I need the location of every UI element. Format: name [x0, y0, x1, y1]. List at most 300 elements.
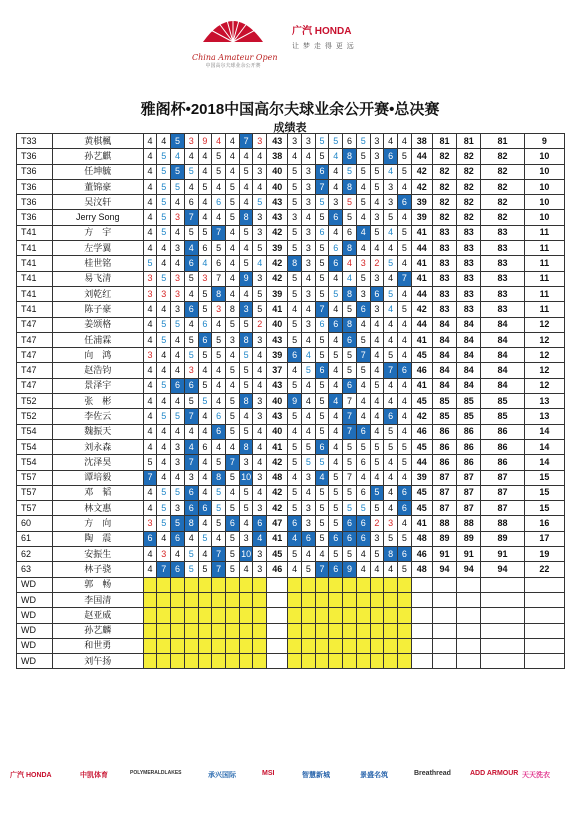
- hole-score-cell: 4: [301, 547, 315, 562]
- hole-score-cell: 4: [343, 256, 357, 271]
- total-cell: 82: [457, 210, 481, 225]
- hole-score-cell: 8: [239, 439, 253, 454]
- hole-score-cell: 5: [288, 378, 302, 393]
- empty-out-cell: [267, 654, 288, 669]
- hole-score-cell: 4: [226, 271, 240, 286]
- hole-score-cell: 6: [171, 562, 185, 577]
- hole-score-cell: 4: [157, 348, 171, 363]
- hole-score-cell: 3: [143, 348, 157, 363]
- hole-score-cell: 4: [384, 241, 398, 256]
- hole-score-cell: 4: [171, 332, 185, 347]
- hole-score-cell: 4: [356, 241, 370, 256]
- hole-score-cell: 8: [239, 332, 253, 347]
- position-cell: T41: [17, 302, 53, 317]
- final-total-cell: 86: [481, 424, 524, 439]
- hole-score-cell: 3: [301, 195, 315, 210]
- hole-score-cell: 3: [184, 134, 198, 149]
- hole-score-cell: 2: [370, 516, 384, 531]
- position-cell: WD: [17, 623, 53, 638]
- hole-score-cell: 4: [384, 485, 398, 500]
- position-cell: T36: [17, 149, 53, 164]
- hole-score-cell: 5: [239, 501, 253, 516]
- round-total-cell: 87: [432, 470, 456, 485]
- hole-score-cell: 5: [315, 241, 329, 256]
- hole-score-cell: 3: [143, 271, 157, 286]
- hole-score-cell: 4: [198, 516, 212, 531]
- hole-score-cell: 6: [143, 531, 157, 546]
- player-name-cell: 孙艺麒: [52, 149, 143, 164]
- hole-score-cell: 4: [143, 394, 157, 409]
- hole-score-cell: 4: [143, 195, 157, 210]
- hole-score-cell: 5: [384, 210, 398, 225]
- hole-score-cell: 5: [157, 501, 171, 516]
- rank-cell: 13: [524, 409, 564, 424]
- hole-score-cell: 4: [384, 164, 398, 179]
- hole-score-cell: 5: [239, 348, 253, 363]
- empty-hole-cell: [384, 592, 398, 607]
- rank-cell: 10: [524, 210, 564, 225]
- empty-hole-cell: [171, 608, 185, 623]
- table-row-wd: [17, 638, 565, 653]
- hole-score-cell: 4: [370, 424, 384, 439]
- hole-score-cell: 4: [239, 516, 253, 531]
- table-row: [17, 317, 565, 332]
- hole-score-cell: 6: [384, 149, 398, 164]
- hole-score-cell: 5: [184, 164, 198, 179]
- position-cell: WD: [17, 592, 53, 607]
- hole-score-cell: 5: [288, 439, 302, 454]
- table-row: [17, 424, 565, 439]
- hole-score-cell: 4: [171, 256, 185, 271]
- hole-score-cell: 4: [301, 378, 315, 393]
- hole-score-cell: 7: [212, 562, 226, 577]
- hole-score-cell: 4: [329, 378, 343, 393]
- hole-score-cell: 5: [226, 317, 240, 332]
- out-total-cell: 48: [267, 470, 288, 485]
- round-total-cell: 83: [432, 286, 456, 301]
- hole-score-cell: 6: [343, 378, 357, 393]
- empty-hole-cell: [398, 592, 412, 607]
- player-name-cell: 孙艺麟: [52, 623, 143, 638]
- hole-score-cell: 6: [343, 332, 357, 347]
- hole-score-cell: 5: [356, 439, 370, 454]
- position-cell: T36: [17, 210, 53, 225]
- hole-score-cell: 4: [157, 256, 171, 271]
- position-cell: T57: [17, 485, 53, 500]
- rank-cell: 9: [524, 134, 564, 149]
- hole-score-cell: 8: [239, 394, 253, 409]
- empty-hole-cell: [356, 654, 370, 669]
- in-total-cell: 44: [411, 241, 432, 256]
- hole-score-cell: 5: [315, 149, 329, 164]
- sponsor-logo: POLYMERALDLAKES: [130, 770, 182, 776]
- total-cell: 91: [457, 547, 481, 562]
- hole-score-cell: 6: [198, 332, 212, 347]
- empty-hole-cell: [343, 592, 357, 607]
- hole-score-cell: 5: [157, 271, 171, 286]
- hole-score-cell: 5: [288, 286, 302, 301]
- empty-hole-cell: [288, 592, 302, 607]
- out-total-cell: 42: [267, 455, 288, 470]
- header: [0, 0, 580, 80]
- hole-score-cell: 4: [370, 317, 384, 332]
- empty-hole-cell: [315, 608, 329, 623]
- empty-hole-cell: [384, 638, 398, 653]
- hole-score-cell: 5: [212, 149, 226, 164]
- page-subtitle: 成绩表: [273, 122, 307, 134]
- hole-score-cell: 5: [226, 470, 240, 485]
- hole-score-cell: 5: [198, 562, 212, 577]
- hole-score-cell: 4: [198, 210, 212, 225]
- hole-score-cell: 6: [329, 210, 343, 225]
- hole-score-cell: 5: [184, 562, 198, 577]
- in-total-cell: 39: [411, 210, 432, 225]
- honda-logo: [292, 22, 402, 62]
- hole-score-cell: 4: [329, 302, 343, 317]
- hole-score-cell: 4: [226, 348, 240, 363]
- hole-score-cell: 4: [239, 409, 253, 424]
- empty-total-cell: [457, 623, 481, 638]
- hole-score-cell: 5: [315, 455, 329, 470]
- hole-score-cell: 6: [356, 485, 370, 500]
- empty-hole-cell: [343, 623, 357, 638]
- hole-score-cell: 4: [212, 134, 226, 149]
- empty-hole-cell: [157, 638, 171, 653]
- hole-score-cell: 6: [329, 317, 343, 332]
- hole-score-cell: 5: [398, 455, 412, 470]
- hole-score-cell: 4: [239, 149, 253, 164]
- hole-score-cell: 5: [198, 179, 212, 194]
- total-cell: 85: [457, 409, 481, 424]
- hole-score-cell: 5: [398, 241, 412, 256]
- hole-score-cell: 5: [384, 286, 398, 301]
- hole-score-cell: 5: [343, 195, 357, 210]
- hole-score-cell: 5: [288, 225, 302, 240]
- in-total-cell: 42: [411, 409, 432, 424]
- rank-cell: 10: [524, 179, 564, 194]
- hole-score-cell: 7: [212, 271, 226, 286]
- rank-cell: 17: [524, 531, 564, 546]
- empty-hole-cell: [384, 654, 398, 669]
- hole-score-cell: 4: [253, 439, 267, 454]
- hole-score-cell: 4: [143, 302, 157, 317]
- hole-score-cell: 5: [157, 225, 171, 240]
- hole-score-cell: 7: [384, 363, 398, 378]
- hole-score-cell: 4: [226, 378, 240, 393]
- hole-score-cell: 4: [370, 241, 384, 256]
- empty-hole-cell: [398, 638, 412, 653]
- sponsor-logo: 承兴国际: [208, 772, 236, 779]
- hole-score-cell: 6: [184, 485, 198, 500]
- hole-score-cell: 5: [143, 256, 157, 271]
- hole-score-cell: 5: [171, 134, 185, 149]
- hole-score-cell: 3: [171, 210, 185, 225]
- empty-hole-cell: [239, 654, 253, 669]
- empty-hole-cell: [226, 608, 240, 623]
- empty-hole-cell: [239, 592, 253, 607]
- position-cell: T47: [17, 378, 53, 393]
- empty-hole-cell: [398, 608, 412, 623]
- empty-hole-cell: [370, 623, 384, 638]
- hole-score-cell: 5: [370, 164, 384, 179]
- hole-score-cell: 5: [184, 348, 198, 363]
- empty-hole-cell: [301, 654, 315, 669]
- out-total-cell: 38: [267, 149, 288, 164]
- hole-score-cell: 5: [398, 562, 412, 577]
- round-total-cell: 86: [432, 424, 456, 439]
- empty-hole-cell: [329, 623, 343, 638]
- hole-score-cell: 6: [184, 195, 198, 210]
- player-name-cell: 易飞清: [52, 271, 143, 286]
- in-total-cell: 46: [411, 424, 432, 439]
- empty-hole-cell: [143, 577, 157, 592]
- empty-hole-cell: [384, 577, 398, 592]
- hole-score-cell: 4: [329, 225, 343, 240]
- out-total-cell: 39: [267, 241, 288, 256]
- hole-score-cell: 3: [329, 195, 343, 210]
- round-total-cell: 83: [432, 241, 456, 256]
- in-total-cell: 44: [411, 455, 432, 470]
- hole-score-cell: 4: [212, 179, 226, 194]
- hole-score-cell: 7: [184, 455, 198, 470]
- hole-score-cell: 5: [226, 363, 240, 378]
- round-total-cell: 83: [432, 302, 456, 317]
- out-total-cell: 41: [267, 531, 288, 546]
- hole-score-cell: 4: [226, 241, 240, 256]
- hole-score-cell: 5: [288, 332, 302, 347]
- hole-score-cell: 7: [184, 210, 198, 225]
- empty-hole-cell: [301, 577, 315, 592]
- hole-score-cell: 5: [384, 348, 398, 363]
- hole-score-cell: 4: [301, 271, 315, 286]
- empty-hole-cell: [226, 638, 240, 653]
- in-total-cell: 42: [411, 179, 432, 194]
- player-name-cell: 姜颂格: [52, 317, 143, 332]
- empty-hole-cell: [343, 638, 357, 653]
- hole-score-cell: 5: [157, 317, 171, 332]
- hole-score-cell: 3: [253, 225, 267, 240]
- hole-score-cell: 6: [398, 485, 412, 500]
- empty-hole-cell: [143, 592, 157, 607]
- final-total-cell: 83: [481, 225, 524, 240]
- hole-score-cell: 4: [288, 363, 302, 378]
- table-row: [17, 363, 565, 378]
- hole-score-cell: 5: [184, 547, 198, 562]
- empty-hole-cell: [384, 608, 398, 623]
- table-row: [17, 179, 565, 194]
- out-total-cell: 43: [267, 195, 288, 210]
- empty-hole-cell: [184, 623, 198, 638]
- hole-score-cell: 4: [301, 302, 315, 317]
- hole-score-cell: 6: [343, 531, 357, 546]
- hole-score-cell: 5: [315, 378, 329, 393]
- hole-score-cell: 3: [171, 501, 185, 516]
- hole-score-cell: 4: [301, 210, 315, 225]
- in-total-cell: 44: [411, 317, 432, 332]
- rank-cell: 13: [524, 394, 564, 409]
- hole-score-cell: 7: [356, 348, 370, 363]
- hole-score-cell: 8: [226, 302, 240, 317]
- total-cell: 87: [457, 470, 481, 485]
- hole-score-cell: 3: [171, 455, 185, 470]
- player-name-cell: 陈子豪: [52, 302, 143, 317]
- hole-score-cell: 5: [329, 470, 343, 485]
- in-total-cell: 46: [411, 547, 432, 562]
- rank-cell: 12: [524, 363, 564, 378]
- hole-score-cell: 7: [226, 455, 240, 470]
- hole-score-cell: 4: [198, 470, 212, 485]
- empty-hole-cell: [212, 654, 226, 669]
- hole-score-cell: 8: [288, 256, 302, 271]
- final-total-cell: 83: [481, 302, 524, 317]
- hole-score-cell: 4: [143, 485, 157, 500]
- hole-score-cell: 4: [226, 485, 240, 500]
- empty-hole-cell: [157, 608, 171, 623]
- empty-hole-cell: [356, 623, 370, 638]
- page-title: 雅阁杯•2018中国高尔夫球业余公开赛•总决赛: [140, 101, 440, 118]
- final-total-cell: 81: [481, 134, 524, 149]
- round-total-cell: 89: [432, 531, 456, 546]
- table-row: [17, 378, 565, 393]
- in-total-cell: 41: [411, 332, 432, 347]
- hole-score-cell: 7: [184, 409, 198, 424]
- table-row-wd: [17, 577, 565, 592]
- empty-hole-cell: [212, 623, 226, 638]
- final-total-cell: 94: [481, 562, 524, 577]
- hole-score-cell: 4: [384, 378, 398, 393]
- player-name-cell: 和世勇: [52, 638, 143, 653]
- hole-score-cell: 4: [288, 531, 302, 546]
- player-name-cell: 方 宇: [52, 225, 143, 240]
- empty-hole-cell: [184, 654, 198, 669]
- empty-hole-cell: [143, 654, 157, 669]
- hole-score-cell: 4: [184, 531, 198, 546]
- hole-score-cell: 5: [315, 134, 329, 149]
- hole-score-cell: 5: [198, 348, 212, 363]
- hole-score-cell: 4: [370, 394, 384, 409]
- hole-score-cell: 4: [184, 241, 198, 256]
- hole-score-cell: 4: [212, 317, 226, 332]
- rank-cell: 12: [524, 317, 564, 332]
- hole-score-cell: 4: [301, 149, 315, 164]
- hole-score-cell: 5: [171, 409, 185, 424]
- in-total-cell: 44: [411, 149, 432, 164]
- empty-hole-cell: [157, 577, 171, 592]
- hole-score-cell: 4: [171, 149, 185, 164]
- empty-out-cell: [267, 592, 288, 607]
- hole-score-cell: 5: [239, 256, 253, 271]
- player-name-cell: 魏振天: [52, 424, 143, 439]
- position-cell: 63: [17, 562, 53, 577]
- hole-score-cell: 4: [198, 424, 212, 439]
- position-cell: T52: [17, 409, 53, 424]
- hole-score-cell: 4: [398, 317, 412, 332]
- hole-score-cell: 5: [157, 378, 171, 393]
- table-row-wd: [17, 608, 565, 623]
- hole-score-cell: 6: [329, 562, 343, 577]
- rank-cell: 14: [524, 424, 564, 439]
- hole-score-cell: 5: [288, 271, 302, 286]
- hole-score-cell: 5: [226, 562, 240, 577]
- hole-score-cell: 4: [184, 424, 198, 439]
- player-name-cell: 陶 震: [52, 531, 143, 546]
- final-total-cell: 91: [481, 547, 524, 562]
- empty-hole-cell: [226, 592, 240, 607]
- table-row: [17, 210, 565, 225]
- hole-score-cell: 4: [143, 317, 157, 332]
- hole-score-cell: 4: [253, 455, 267, 470]
- hole-score-cell: 5: [370, 455, 384, 470]
- hole-score-cell: 4: [398, 516, 412, 531]
- hole-score-cell: 4: [288, 424, 302, 439]
- hole-score-cell: 4: [370, 195, 384, 210]
- rank-cell: 10: [524, 164, 564, 179]
- hole-score-cell: 3: [239, 531, 253, 546]
- player-name-cell: 沈泽昊: [52, 455, 143, 470]
- hole-score-cell: 4: [143, 547, 157, 562]
- empty-out-cell: [267, 638, 288, 653]
- hole-score-cell: 4: [143, 225, 157, 240]
- hole-score-cell: 3: [301, 134, 315, 149]
- hole-score-cell: 5: [370, 179, 384, 194]
- empty-total-cell: [524, 623, 564, 638]
- empty-total-cell: [481, 638, 524, 653]
- round-total-cell: 87: [432, 485, 456, 500]
- hole-score-cell: 3: [301, 256, 315, 271]
- player-name-cell: 方 向: [52, 516, 143, 531]
- hole-score-cell: 4: [226, 286, 240, 301]
- hole-score-cell: 5: [356, 332, 370, 347]
- hole-score-cell: 4: [301, 485, 315, 500]
- empty-hole-cell: [171, 592, 185, 607]
- hole-score-cell: 8: [343, 317, 357, 332]
- hole-score-cell: 3: [356, 286, 370, 301]
- hole-score-cell: 6: [288, 348, 302, 363]
- hole-score-cell: 5: [315, 256, 329, 271]
- table-row: [17, 164, 565, 179]
- hole-score-cell: 7: [315, 179, 329, 194]
- hole-score-cell: 4: [171, 424, 185, 439]
- china-amateur-open-logo: [192, 8, 278, 74]
- hole-score-cell: 5: [329, 286, 343, 301]
- position-cell: 60: [17, 516, 53, 531]
- hole-score-cell: 4: [329, 332, 343, 347]
- hole-score-cell: 8: [212, 470, 226, 485]
- in-total-cell: 41: [411, 256, 432, 271]
- empty-total-cell: [481, 592, 524, 607]
- table-row: [17, 394, 565, 409]
- hole-score-cell: 4: [253, 424, 267, 439]
- hole-score-cell: 4: [398, 394, 412, 409]
- hole-score-cell: 5: [343, 485, 357, 500]
- rank-cell: 15: [524, 470, 564, 485]
- position-cell: T36: [17, 164, 53, 179]
- honda-brand: 广汽 HONDA: [292, 26, 352, 37]
- hole-score-cell: 5: [226, 210, 240, 225]
- out-total-cell: 40: [267, 317, 288, 332]
- empty-hole-cell: [157, 623, 171, 638]
- empty-hole-cell: [356, 608, 370, 623]
- hole-score-cell: 7: [315, 562, 329, 577]
- hole-score-cell: 5: [157, 164, 171, 179]
- hole-score-cell: 5: [398, 302, 412, 317]
- hole-score-cell: 5: [171, 164, 185, 179]
- round-total-cell: 91: [432, 547, 456, 562]
- hole-score-cell: 6: [171, 378, 185, 393]
- empty-hole-cell: [343, 608, 357, 623]
- position-cell: T54: [17, 424, 53, 439]
- hole-score-cell: 5: [315, 210, 329, 225]
